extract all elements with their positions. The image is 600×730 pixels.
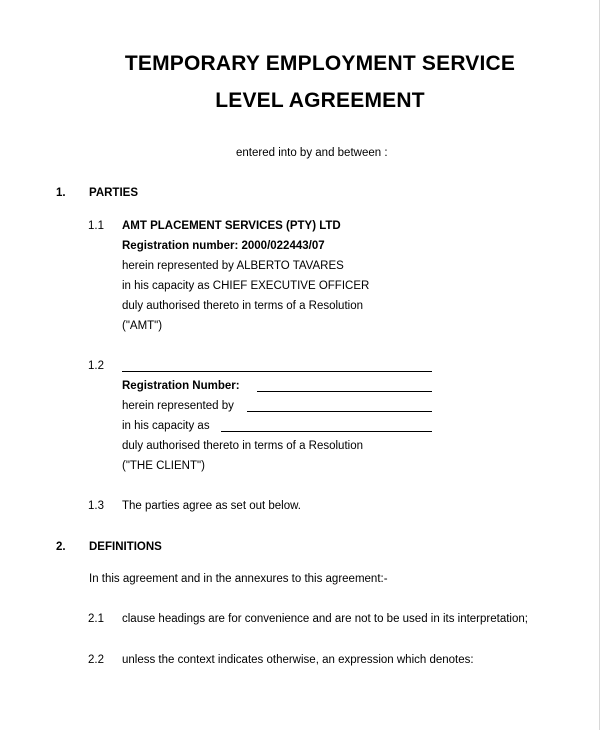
capacity-blank-line bbox=[221, 431, 432, 432]
clause-1-3-text: The parties agree as set out below. bbox=[122, 500, 301, 512]
clause-1-2-authorised: duly authorised thereto in terms of a Resolution bbox=[122, 440, 363, 452]
clause-2-1-text: clause headings are for convenience and are not to be used in its interpretation; bbox=[122, 613, 528, 625]
clause-1-2-registration-label: Registration Number: bbox=[122, 380, 240, 392]
section-2-intro: In this agreement and in the annexures to this agreement:- bbox=[89, 573, 388, 585]
represented-by-blank-line bbox=[247, 411, 432, 412]
client-name-blank-line bbox=[122, 371, 432, 372]
clause-1-1-alias: ("AMT") bbox=[122, 320, 163, 332]
intro-text: entered into by and between : bbox=[236, 147, 388, 159]
section-2-heading: DEFINITIONS bbox=[89, 541, 162, 553]
clause-1-2-represented-label: herein represented by bbox=[122, 400, 234, 412]
clause-1-2-capacity-label: in his capacity as bbox=[122, 420, 210, 432]
section-1-number: 1. bbox=[56, 187, 66, 199]
clause-1-1-capacity: in his capacity as CHIEF EXECUTIVE OFFICER bbox=[122, 280, 370, 292]
clause-1-1-authorised: duly authorised thereto in terms of a Resolution bbox=[122, 300, 363, 312]
clause-1-1-company: AMT PLACEMENT SERVICES (PTY) LTD bbox=[122, 220, 341, 232]
clause-2-2-number: 2.2 bbox=[88, 654, 104, 666]
clause-2-1-number: 2.1 bbox=[88, 613, 104, 625]
clause-1-2-alias: ("THE CLIENT") bbox=[122, 460, 205, 472]
clause-2-2-text: unless the context indicates otherwise, an expression which denotes: bbox=[122, 654, 474, 666]
clause-1-1-represented: herein represented by ALBERTO TAVARES bbox=[122, 260, 344, 272]
document-title-line-2: LEVEL AGREEMENT bbox=[215, 89, 425, 112]
registration-number-blank-line bbox=[257, 391, 432, 392]
clause-1-1-number: 1.1 bbox=[88, 220, 104, 232]
section-2-number: 2. bbox=[56, 541, 66, 553]
clause-1-1-registration: Registration number: 2000/022443/07 bbox=[122, 240, 325, 252]
section-1-heading: PARTIES bbox=[89, 187, 138, 199]
clause-1-3-number: 1.3 bbox=[88, 500, 104, 512]
document-title-line-1: TEMPORARY EMPLOYMENT SERVICE bbox=[124, 52, 516, 75]
clause-1-2-number: 1.2 bbox=[88, 360, 104, 372]
